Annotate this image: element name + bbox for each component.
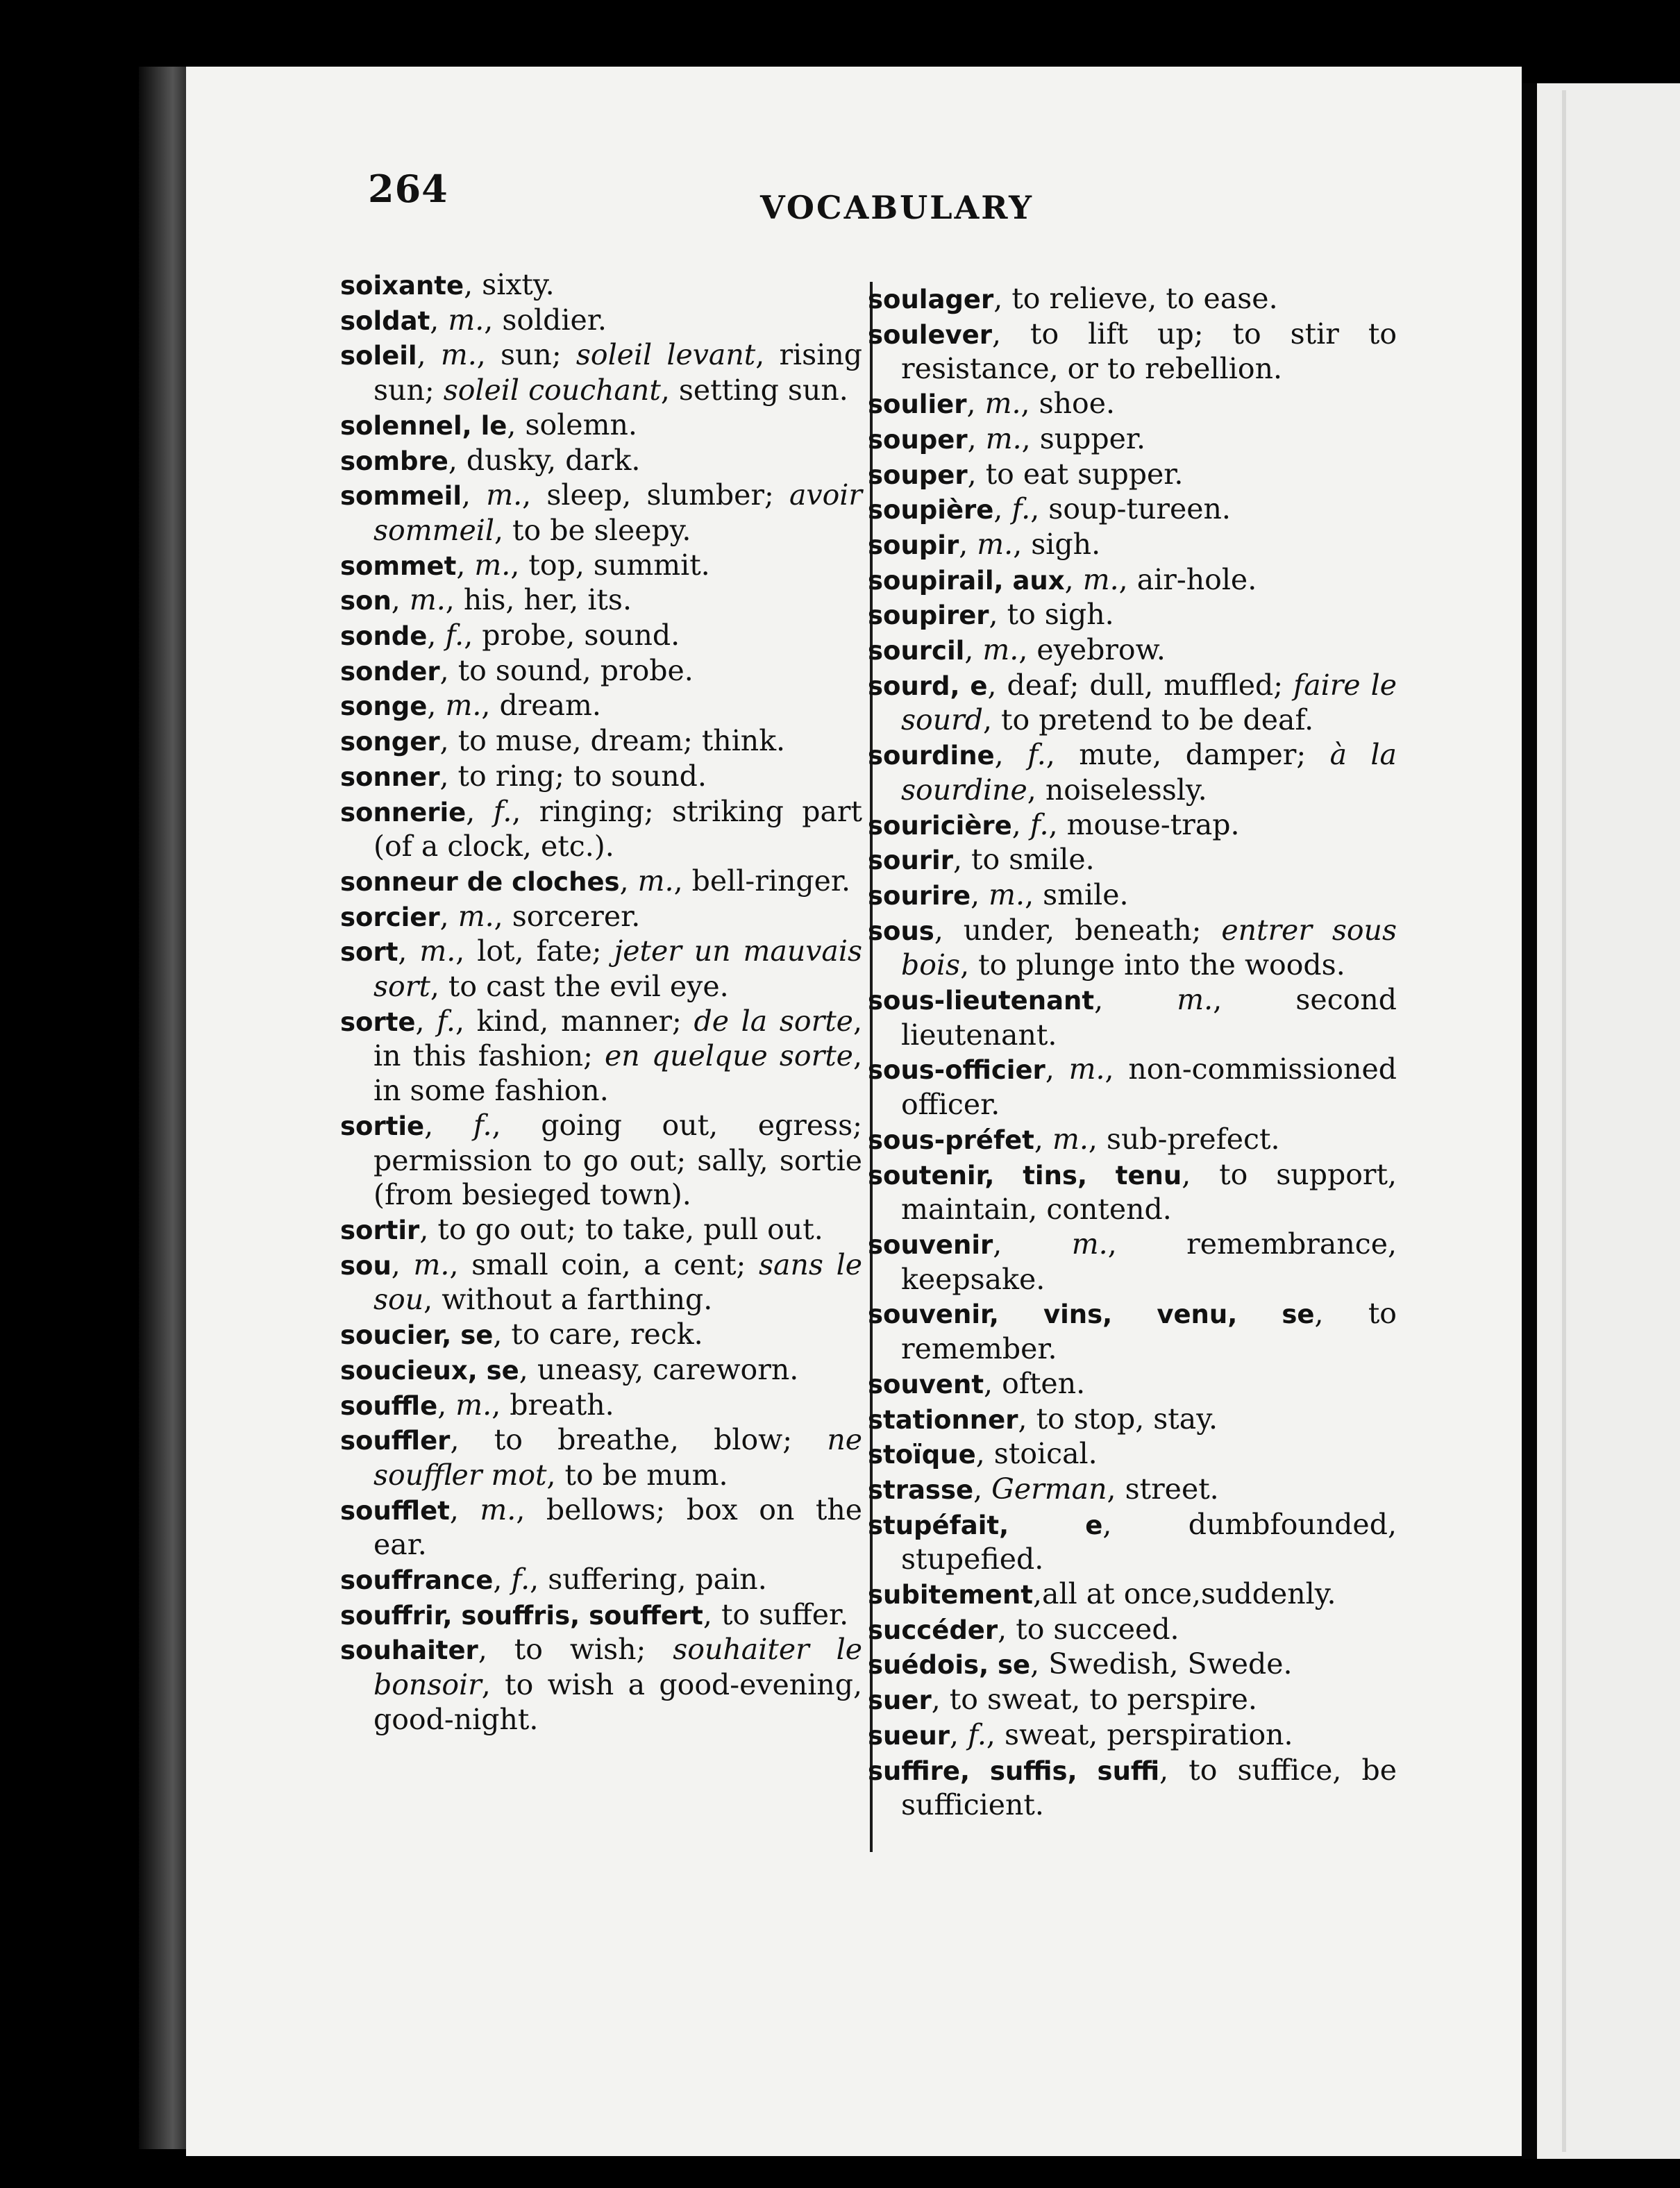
headword: souhaiter	[340, 1635, 478, 1666]
definition-text: , dumbfounded, stupefied.	[901, 1507, 1397, 1576]
headword: soutenir, tins, tenu	[868, 1160, 1182, 1190]
dictionary-entry	[340, 689, 862, 724]
headword: sonder	[340, 656, 440, 687]
headword: sonner	[340, 761, 440, 792]
dictionary-entry	[868, 1437, 1397, 1472]
headword: souper	[868, 460, 968, 490]
definition-text: ,	[462, 478, 487, 512]
dictionary-entry	[340, 1213, 862, 1248]
grammar-label: m.	[409, 583, 446, 617]
grammar-label: f.	[1011, 492, 1031, 526]
dictionary-entry	[340, 444, 862, 479]
definition-text: , noiselessly.	[1027, 773, 1207, 807]
grammar-label: f.	[493, 794, 512, 828]
dictionary-entry	[868, 878, 1397, 914]
definition-text: , smile.	[1025, 877, 1129, 911]
grammar-label: f.	[437, 1004, 455, 1038]
headword: stoïque	[868, 1440, 976, 1470]
definition-text: ,	[993, 492, 1012, 526]
dictionary-entry	[868, 1122, 1397, 1158]
definition-text: , to smile.	[952, 843, 1095, 877]
dictionary-entry	[340, 1004, 862, 1109]
grammar-label: m.	[977, 527, 1014, 561]
headword: sort	[340, 937, 398, 968]
headword: sous-officier	[868, 1055, 1045, 1086]
example-phrase: sans le sou	[373, 1247, 862, 1317]
definition-text: ,	[424, 1108, 473, 1142]
definition-text: ,	[1034, 1122, 1052, 1156]
dictionary-entry	[868, 1577, 1397, 1613]
definition-text: ,	[427, 689, 446, 723]
definition-text: , suffering, pain.	[530, 1563, 767, 1597]
dictionary-entry	[868, 1613, 1397, 1648]
example-phrase: ne souffler mot	[373, 1423, 862, 1492]
example-phrase: jeter un mauvais sort	[373, 934, 862, 1004]
definition-text: , under, beneath;	[934, 913, 1222, 947]
definition-text: ,	[971, 877, 989, 911]
headword: soulever	[868, 319, 993, 350]
definition-text: , to be mum.	[546, 1458, 728, 1492]
grammar-label: m.	[413, 1247, 450, 1281]
definition-text: ,	[1045, 1052, 1069, 1086]
page-number: 264	[368, 167, 448, 211]
definition-text: , in some fashion.	[373, 1039, 862, 1108]
definition-text: , to cast the evil eye.	[430, 970, 729, 1004]
headword: soupirail, aux	[868, 565, 1065, 596]
definition-text: ,	[964, 633, 983, 667]
dictionary-entry	[868, 738, 1397, 807]
dictionary-entry	[340, 548, 862, 584]
headword: soufflet	[340, 1495, 450, 1526]
headword: soulier	[868, 389, 967, 420]
dictionary-entry	[340, 1248, 862, 1318]
definition-text: , to lift up; to stir to resistance, or to rebellion.	[901, 317, 1397, 386]
dictionary-entry	[340, 1598, 862, 1633]
grammar-label: f.	[1027, 738, 1046, 772]
grammar-label: m.	[455, 1388, 492, 1422]
definition-text: , to wish a good-evening, good-night.	[373, 1668, 862, 1736]
definition-text: ,	[449, 1492, 480, 1526]
dictionary-entry	[868, 1158, 1397, 1227]
headword: sourcil	[868, 636, 965, 666]
definition-text: , to ring; to sound.	[439, 759, 707, 793]
example-phrase: faire le sourd	[901, 668, 1397, 737]
dictionary-entry	[868, 282, 1397, 317]
headword: souricière	[868, 810, 1012, 841]
headword: sombre	[340, 446, 448, 476]
definition-text: , soldier.	[484, 303, 607, 337]
headword: sous	[868, 916, 934, 946]
headword: souper	[868, 424, 968, 455]
definition-text: , rising sun;	[373, 338, 862, 407]
headword: sous-lieutenant	[868, 986, 1095, 1016]
grammar-label: m.	[457, 899, 494, 933]
grammar-label: m.	[1071, 1227, 1108, 1261]
dictionary-entry	[868, 1683, 1397, 1718]
dictionary-entry	[868, 1227, 1397, 1297]
dictionary-entry	[868, 422, 1397, 457]
headword: sommeil	[340, 481, 462, 512]
headword: sorte	[340, 1007, 416, 1037]
dictionary-entry	[340, 478, 862, 548]
right-column	[868, 282, 1397, 1823]
definition-text: , going out, egress; permission to go out; sally, sortie (from besieged town).	[373, 1108, 862, 1212]
grammar-label: f.	[445, 618, 464, 653]
dictionary-entry	[340, 934, 862, 1004]
definition-text: ,	[959, 527, 977, 561]
definition-text: , dusky, dark.	[448, 443, 641, 477]
definition-text: ,	[993, 1227, 1072, 1261]
definition-text: ,	[391, 1247, 414, 1281]
definition-text: , mute, damper;	[1045, 738, 1330, 772]
grammar-label: m.	[445, 689, 482, 723]
dictionary-entry	[868, 528, 1397, 563]
definition-text: , in this fashion;	[373, 1004, 862, 1073]
book-spine-shadow	[139, 67, 187, 2149]
dictionary-entry	[868, 1402, 1397, 1438]
grammar-label: m.	[440, 338, 477, 372]
definition-text: , bell-ringer.	[673, 864, 850, 898]
dictionary-entry	[340, 654, 862, 689]
headword: soupière	[868, 495, 994, 525]
dictionary-entry	[868, 1472, 1397, 1508]
dictionary-entry	[340, 864, 862, 900]
definition-text: , to muse, dream; think.	[439, 724, 786, 758]
headword: sourire	[868, 880, 971, 911]
dictionary-entry	[868, 598, 1397, 633]
definition-text: , non-commissioned officer.	[901, 1052, 1397, 1122]
dictionary-entry	[868, 1753, 1397, 1823]
grammar-label: f.	[511, 1563, 530, 1597]
headword: sourdine	[868, 741, 995, 771]
headword: sonneur de cloches	[340, 866, 620, 897]
definition-text: , eyebrow.	[1018, 633, 1166, 667]
dictionary-entry	[340, 1493, 862, 1563]
grammar-label: m.	[637, 864, 674, 898]
definition-text: , air-hole.	[1118, 562, 1257, 596]
grammar-label: m.	[480, 1492, 516, 1526]
grammar-label: m.	[486, 478, 523, 512]
example-phrase: souhaiter le bonsoir	[373, 1633, 863, 1702]
dictionary-entry	[868, 1508, 1397, 1577]
headword: sourir	[868, 845, 953, 876]
grammar-label: m.	[419, 934, 456, 968]
definition-text: , setting sun.	[660, 373, 848, 407]
definition-text: ,	[493, 1563, 512, 1597]
definition-text: ,	[430, 303, 448, 337]
headword: soupir	[868, 530, 959, 560]
definition-text: , Swedish, Swede.	[1030, 1647, 1293, 1681]
headword: succéder	[868, 1615, 998, 1645]
example-phrase: soleil couchant	[443, 373, 661, 407]
dictionary-entry	[868, 1647, 1397, 1683]
dictionary-entry	[340, 583, 862, 618]
dictionary-entry	[340, 1563, 862, 1598]
example-phrase: entrer sous bois	[901, 913, 1397, 982]
headword: suédois, se	[868, 1650, 1031, 1681]
headword: soucieux, se	[340, 1355, 519, 1386]
dictionary-entry	[340, 618, 862, 654]
grammar-label: m.	[474, 548, 511, 582]
grammar-label: m.	[448, 303, 485, 337]
definition-text: ,	[456, 548, 475, 582]
grammar-label: f.	[473, 1108, 492, 1142]
headword: sou	[340, 1250, 392, 1281]
definition-text: ,	[967, 421, 986, 455]
headword: strasse	[868, 1474, 974, 1505]
headword: son	[340, 586, 392, 616]
definition-text: , to support, maintain, contend.	[901, 1157, 1397, 1227]
dictionary-entry	[868, 843, 1397, 878]
dictionary-entry	[868, 668, 1397, 738]
page-gutter	[1522, 83, 1537, 2159]
running-head: VOCABULARY	[760, 189, 1034, 226]
definition-text: , to be sleepy.	[494, 513, 691, 547]
definition-text: , supper.	[1021, 421, 1146, 455]
definition-text: , sweat, perspiration.	[986, 1717, 1293, 1751]
definition-text: , sixty.	[464, 268, 555, 301]
headword: souffrir, souffris, souffert	[340, 1600, 703, 1631]
dictionary-entry	[868, 1718, 1397, 1753]
grammar-label: m.	[984, 387, 1021, 421]
definition-text: , often.	[984, 1366, 1086, 1400]
definition-text: , ringing; striking part (of a clock, etc.).	[373, 794, 862, 864]
grammar-label: m.	[1177, 983, 1213, 1017]
headword: songe	[340, 691, 428, 722]
definition-text: ,	[398, 934, 420, 968]
headword: souvenir	[868, 1229, 993, 1260]
headword: sous-préfet	[868, 1125, 1034, 1155]
definition-text: , uneasy, careworn.	[519, 1352, 799, 1386]
dictionary-entry	[868, 317, 1397, 387]
definition-text: , sub-prefect.	[1088, 1122, 1280, 1156]
grammar-label: f.	[968, 1717, 986, 1751]
definition-text: ,	[973, 1472, 992, 1506]
example-phrase: de la sorte	[694, 1004, 853, 1038]
definition-text: , deaf; dull, muffled;	[987, 668, 1294, 702]
left-column	[340, 268, 862, 1737]
dictionary-entry	[868, 563, 1397, 598]
grammar-label: m.	[1052, 1122, 1089, 1156]
dictionary-entry	[868, 1297, 1397, 1366]
definition-text: , remembrance, keepsake.	[901, 1227, 1397, 1296]
definition-text: ,	[437, 1388, 456, 1422]
headword: sueur	[868, 1720, 950, 1751]
dictionary-entry	[868, 387, 1397, 422]
definition-text: , solemn.	[507, 407, 637, 441]
headword: soupirer	[868, 600, 989, 631]
definition-text: , to sweat, to perspire.	[931, 1683, 1257, 1717]
definition-text: , to remember.	[901, 1297, 1397, 1366]
definition-text: , shoe.	[1020, 387, 1115, 421]
dictionary-entry	[868, 808, 1397, 843]
definition-text: ,all at once,suddenly.	[1033, 1577, 1336, 1611]
definition-text: , lot, fate;	[455, 934, 614, 968]
definition-text: ,	[1064, 562, 1083, 596]
example-phrase: à la sourdine	[901, 738, 1397, 807]
headword: suffire, suffis, suffi	[868, 1756, 1160, 1786]
headword: songer	[340, 727, 440, 757]
grammar-label: German	[991, 1472, 1107, 1506]
grammar-label: m.	[989, 877, 1025, 911]
headword: sourd, e	[868, 671, 988, 701]
headword: souffle	[340, 1390, 438, 1421]
headword: soldat	[340, 305, 430, 336]
headword: sorcier	[340, 902, 440, 932]
dictionary-entry	[868, 983, 1397, 1052]
dictionary-entry	[340, 1633, 862, 1737]
definition-text: ,	[391, 583, 410, 617]
definition-text: , to care, reck.	[493, 1318, 703, 1352]
definition-text: , mouse-trap.	[1048, 807, 1240, 841]
headword: stupéfait, e	[868, 1510, 1103, 1540]
headword: souvent	[868, 1369, 984, 1399]
definition-text: , to sigh.	[989, 598, 1114, 632]
definition-text: , his, her, its.	[445, 583, 632, 617]
definition-text: , stoical.	[975, 1437, 1098, 1471]
definition-text: , sigh.	[1013, 527, 1101, 561]
dictionary-entry	[340, 408, 862, 444]
definition-text: , sun;	[476, 338, 576, 372]
dictionary-entry	[340, 268, 862, 303]
definition-text: , to go out; to take, pull out.	[419, 1212, 823, 1246]
definition-text: ,	[415, 1004, 437, 1038]
headword: souvenir, vins, venu, se	[868, 1299, 1315, 1330]
definition-text: , top, summit.	[510, 548, 710, 582]
definition-text: , sorcerer.	[494, 899, 641, 933]
headword: souffrance	[340, 1565, 494, 1596]
definition-text: ,	[1094, 983, 1177, 1017]
dictionary-entry	[340, 900, 862, 935]
definition-text: , probe, sound.	[464, 618, 680, 653]
headword: stationner	[868, 1404, 1018, 1435]
headword: soixante	[340, 271, 464, 301]
example-phrase: soleil levant	[576, 338, 756, 372]
headword: sonnerie	[340, 797, 467, 827]
grammar-label: f.	[1030, 807, 1049, 841]
definition-text: , to wish;	[478, 1633, 673, 1667]
definition-text: , street.	[1107, 1472, 1219, 1506]
definition-text: ,	[466, 794, 494, 828]
definition-text: ,	[966, 387, 985, 421]
dictionary-entry	[340, 303, 862, 339]
definition-text: , small coin, a cent;	[449, 1247, 759, 1281]
definition-text: , to eat supper.	[967, 457, 1184, 491]
definition-text: , kind, manner;	[455, 1004, 694, 1038]
dictionary-entry	[340, 759, 862, 795]
definition-text: ,	[950, 1717, 968, 1751]
definition-text: ,	[427, 618, 446, 653]
dictionary-entry	[868, 633, 1397, 668]
facing-page-edge	[1537, 83, 1680, 2159]
definition-text: ,	[994, 738, 1028, 772]
example-phrase: avoir sommeil	[373, 478, 862, 547]
definition-text: , to suffice, be sufficient.	[901, 1753, 1397, 1822]
headword: soucier, se	[340, 1320, 494, 1351]
headword: sortie	[340, 1111, 425, 1141]
grammar-label: m.	[1068, 1052, 1105, 1086]
grammar-label: m.	[985, 421, 1022, 455]
dictionary-entry	[340, 338, 862, 407]
dictionary-entry	[340, 724, 862, 759]
definition-text: ,	[417, 338, 441, 372]
definition-text: , to plunge into the woods.	[960, 948, 1345, 982]
headword: sommet	[340, 550, 457, 581]
definition-text: , soup-tureen.	[1030, 492, 1231, 526]
dictionary-entry	[340, 1109, 862, 1213]
dictionary-entry	[868, 492, 1397, 528]
headword: sonde	[340, 621, 428, 652]
definition-text: , breath.	[492, 1388, 614, 1422]
dictionary-entry	[868, 1367, 1397, 1402]
definition-text: , to stop, stay.	[1018, 1402, 1218, 1436]
definition-text: , to succeed.	[998, 1612, 1179, 1646]
dictionary-entry	[340, 1353, 862, 1388]
dictionary-entry	[868, 457, 1397, 493]
grammar-label: m.	[1082, 562, 1119, 596]
headword: solennel, le	[340, 410, 507, 441]
definition-text: , to suffer.	[703, 1597, 849, 1631]
definition-text: , sleep, slumber;	[522, 478, 789, 512]
definition-text: , to relieve, to ease.	[993, 282, 1278, 315]
dictionary-entry	[340, 795, 862, 864]
grammar-label: m.	[982, 633, 1019, 667]
dictionary-entry	[340, 1423, 862, 1492]
definition-text: , dream.	[481, 689, 601, 723]
dictionary-entry	[340, 1388, 862, 1424]
headword: soulager	[868, 285, 994, 314]
definition-text: ,	[1011, 807, 1030, 841]
definition-text: , to breathe, blow;	[450, 1423, 828, 1457]
dictionary-entry	[340, 1318, 862, 1353]
dictionary-entry	[868, 914, 1397, 983]
headword: subitement	[868, 1580, 1033, 1610]
definition-text: , without a farthing.	[423, 1283, 713, 1317]
facing-page-shade	[1562, 90, 1566, 2152]
headword: souffler	[340, 1426, 451, 1456]
definition-text: , bellows; box on the ear.	[373, 1492, 862, 1562]
definition-text: , to pretend to be deaf.	[982, 703, 1314, 737]
headword: soleil	[340, 341, 417, 371]
definition-text: ,	[439, 899, 458, 933]
definition-text: , to sound, probe.	[439, 653, 694, 687]
headword: suer	[868, 1685, 932, 1716]
example-phrase: en quelque sorte	[605, 1039, 853, 1073]
headword: sortir	[340, 1215, 420, 1245]
definition-text: , second lieutenant.	[901, 983, 1397, 1052]
definition-text: ,	[619, 864, 638, 898]
dictionary-entry	[868, 1052, 1397, 1122]
